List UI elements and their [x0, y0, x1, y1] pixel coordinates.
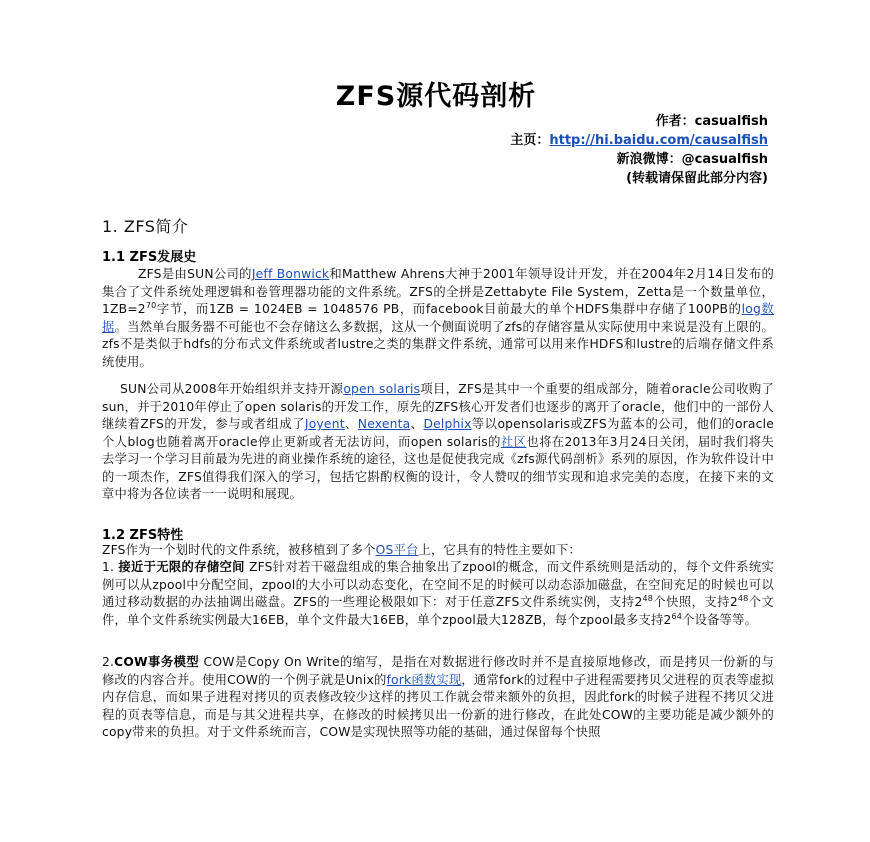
text: ZFS是由SUN公司的: [138, 267, 252, 281]
feature-title: 接近于无限的存储空间: [118, 560, 245, 574]
text: 字节，而1ZB = 1024EB = 1048576 PB，而facebook目前最大的单个HDFS集群中存储了100PB的: [156, 302, 742, 316]
feature-item-storage: [102, 559, 774, 629]
feature-item-cow: [102, 654, 774, 742]
homepage-label: 主页：: [510, 133, 550, 148]
link-os-platform[interactable]: OS平台: [375, 543, 419, 557]
superscript: 48: [737, 593, 749, 603]
document-title: ZFS源代码剖析: [335, 81, 537, 112]
features-intro: [102, 542, 774, 560]
link-jeff-bonwick[interactable]: Jeff Bonwick: [251, 267, 330, 281]
weibo-line: [510, 150, 768, 169]
text: 个设备等等。: [682, 612, 758, 627]
homepage-link[interactable]: http://hi.baidu.com/causalfish: [549, 133, 768, 148]
superscript: 70: [145, 300, 157, 310]
repost-notice: (转载请保留此部分内容): [626, 171, 768, 186]
author-name: casualfish: [694, 114, 768, 129]
separator: 、: [410, 417, 424, 431]
text: 也将在2013年3月24日关闭，届时我们将失去学习一个学习目前最为先进的商业操作系统的途径，这也是促使我完成《zfs源代码剖析》系列的原因，作为软件设计中的一项杰作，ZFS值得我们深入的学习，包括它斟酌权衡的设计，令人赞叹的细节实现和追求完美的态度，在接下来的文章中将为各位读者一一说明和展现。: [102, 434, 775, 501]
text: 等以opensolaris或ZFS为蓝本的公司，他们的oracle个人blog也随着离开oracle停止更新或者无法访问，而open solaris的: [102, 417, 775, 449]
subsection-heading-features: 1.2 ZFS特性: [102, 528, 184, 543]
author-info: [510, 112, 768, 188]
text: COW是Copy On Write的缩写，是指在对数据进行修改时并不是直接原地修改，而是拷贝一份新的与修改的内容合并。使用COW的一个例子就是Unix的: [102, 655, 774, 687]
separator: 、: [344, 417, 358, 431]
text: 和Matthew Ahrens大神于2001年领导设计开发，并在2004年2月14日发布的集合了文件系统处理逻辑和卷管理器功能的文件系统。ZFS的全拼是Zettabyte File System，Zetta是一个数量单位，1ZB=2: [102, 267, 774, 316]
weibo-handle: @casualfish: [681, 152, 768, 167]
text: SUN公司从2008年开始组织并支持开源: [120, 382, 344, 396]
superscript: 48: [642, 593, 654, 603]
subsection-heading-history: 1.1 ZFS发展史: [102, 250, 197, 265]
weibo-label: 新浪微博：: [616, 152, 682, 167]
text: ZFS针对若干磁盘组成的集合抽象出了zpool的概念，而文件系统则是活动的，每个文件系统实例可以从zpool中分配空间，zpool的大小可以动态变化，在空间不足的时候可以动态添加磁盘，在空间充足的时候也可以通过移动数据的办法抽调出磁盘。ZFS的一些理论极限如下：对于任意ZFS文件系统实例，支持2: [102, 560, 774, 609]
link-open-solaris[interactable]: open solaris: [343, 382, 421, 396]
text: 个快照，支持2: [653, 595, 738, 609]
text: 。当然单台服务器不可能也不会存储这么多数据，这从一个侧面说明了zfs的存储容量从实际使用中来说是没有上限的。zfs不是类似于hdfs的分布式文件系统或者lustre之类的集群文件系统，通常可以用来作HDFS和lustre的后端存储文件系统使用。: [102, 319, 775, 369]
text: ZFS作为一个划时代的文件系统，被移植到了多个: [102, 543, 376, 557]
section-heading: 1. ZFS简介: [102, 217, 189, 236]
author-line: [510, 112, 768, 131]
link-joyent[interactable]: Joyent: [304, 417, 345, 431]
text: ，通常fork的过程中子进程需要拷贝父进程的页表等虚拟内存信息，而如果子进程对拷贝的页表修改较少这样的拷贝工作就会带来额外的负担，因此fork的时候子进程不拷贝父进程的页表等信息，而是与其父进程共享，在修改的时候拷贝出一份新的进行修改，在此处COW的主要功能是减少额外的copy带来的负担。对于文件系统而言，COW是实现快照等功能的基础，通过保留每个快照: [102, 672, 774, 739]
homepage-line: [510, 131, 768, 150]
history-paragraph-1: [102, 266, 774, 371]
link-nexenta[interactable]: Nexenta: [357, 417, 411, 431]
superscript: 64: [671, 611, 683, 621]
text: 上，它具有的特性主要如下：: [418, 543, 581, 557]
link-log-data[interactable]: log数据: [102, 302, 775, 334]
author-label: 作者：: [655, 114, 695, 129]
link-fork-function[interactable]: fork函数实现: [386, 672, 462, 687]
link-delphix[interactable]: Delphix: [423, 417, 472, 431]
item-number: 1.: [102, 560, 119, 574]
link-community[interactable]: 社区: [500, 434, 527, 449]
feature-title: COW事务模型: [114, 655, 200, 669]
text: 项目，ZFS是其中一个重要的组成部分，随着oracle公司收购了sun，并于2010年停止了open solaris的开发工作，原先的ZFS核心开发者们也逐步的离开了oracle，他们中的一部份人继续着ZFS的开发，参与或者组成了: [102, 382, 774, 431]
history-paragraph-2: [102, 381, 774, 504]
item-number: 2.: [102, 655, 115, 669]
text: 个文件，单个文件系统实例最大16EB，单个文件最大16EB，单个zpool最大128ZB，每个zpool最多支持2: [102, 595, 774, 627]
